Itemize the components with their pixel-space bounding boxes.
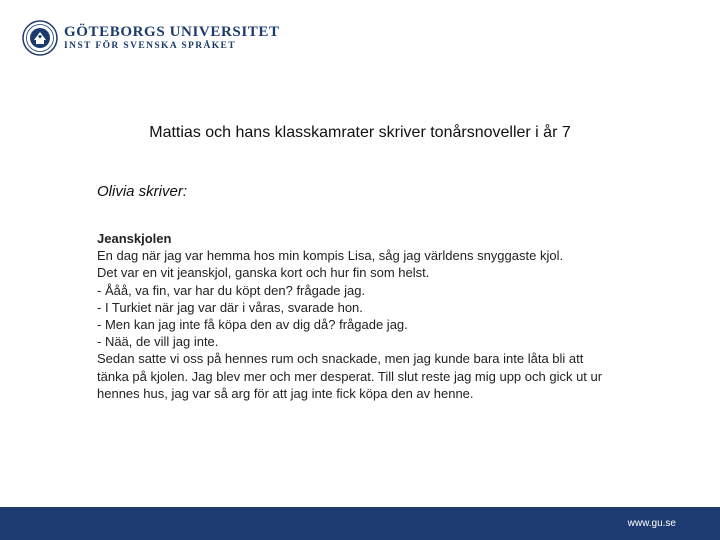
story xyxy=(97,230,617,402)
story-line: - Nää, de vill jag inte. xyxy=(97,334,219,350)
department-name: INST FÖR SVENSKA SPRÅKET xyxy=(64,40,237,51)
footer-url: www.gu.se xyxy=(627,518,676,529)
story-line: - Ååå, va fin, var har du köpt den? frågade jag. xyxy=(97,282,366,298)
footer-bar xyxy=(0,507,720,540)
author-suffix: skriver: xyxy=(134,183,188,200)
story-title: Jeanskjolen xyxy=(97,231,172,246)
logo-text xyxy=(64,25,280,52)
story-line: - Men kan jag inte få köpa den av dig då? frågade jag. xyxy=(97,317,408,333)
story-line: En dag när jag var hemma hos min kompis Lisa, såg jag världens snyggaste kjol. xyxy=(97,248,564,264)
story-line: Det var en vit jeanskjol, ganska kort och hur fin som helst. xyxy=(97,265,430,281)
author-name: Olivia xyxy=(97,183,135,200)
story-line: Sedan satte vi oss på hennes rum och snackade, men jag kunde bara inte låta bli att tänka på kjolen. Jag blev mer och mer desperat. Till slut reste jag mig upp och gick ut ur hennes hus, jag var så arg för att jag inte fick köpa den av henne. xyxy=(97,351,603,401)
story-line: - I Turkiet när jag var där i våras, svarade hon. xyxy=(97,299,363,315)
slide-title: Mattias och hans klasskamrater skriver tonårsnoveller i år 7 xyxy=(149,124,571,141)
institution-name: GÖTEBORGS UNIVERSITET xyxy=(64,23,280,40)
author-line xyxy=(97,183,187,200)
university-seal-icon xyxy=(22,20,58,56)
university-logo xyxy=(22,20,280,56)
